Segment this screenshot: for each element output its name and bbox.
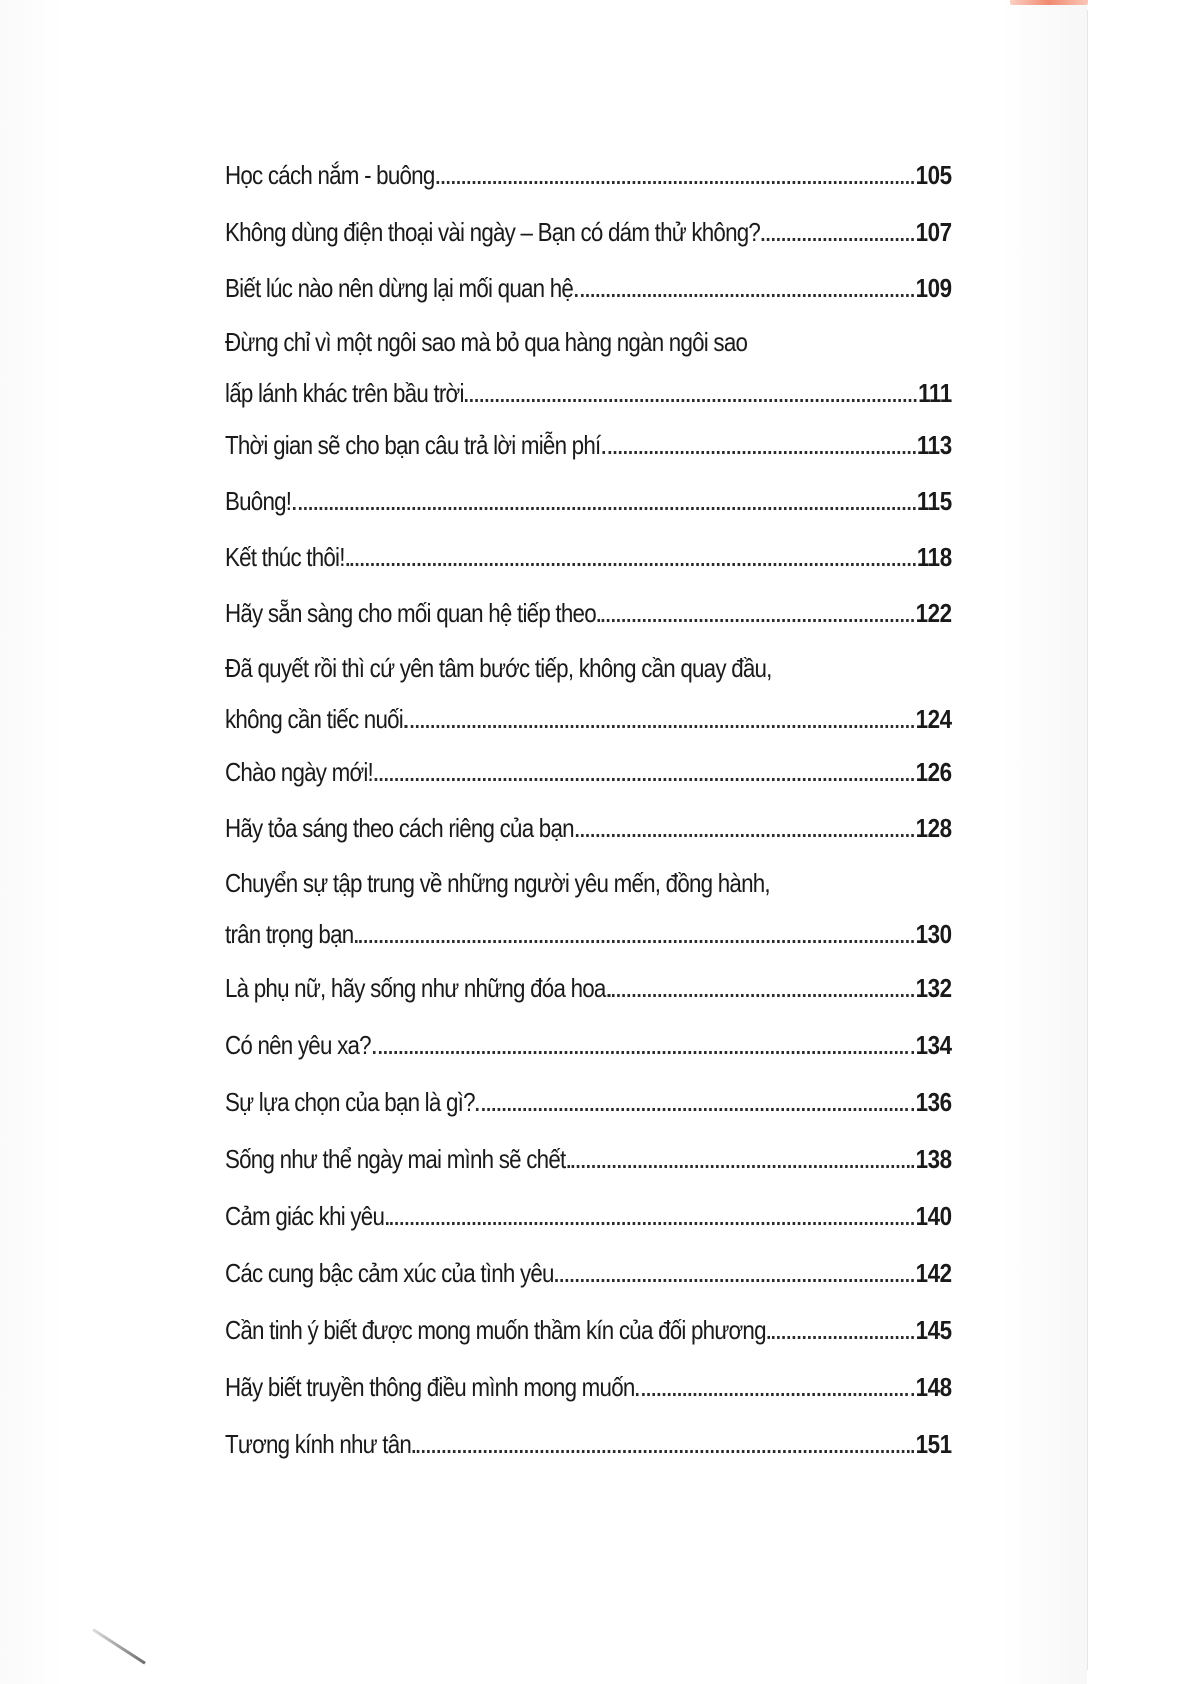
dot-leader (598, 619, 914, 622)
toc-entry (225, 1028, 952, 1062)
toc-entry-page: 134 (915, 1030, 952, 1060)
toc-entry-page: 122 (915, 598, 952, 628)
dot-leader (602, 451, 915, 454)
toc-entry-title: Hãy sẵn sàng cho mối quan hệ tiếp theo (225, 598, 596, 628)
toc-entry-title-cont: không cần tiếc nuối (225, 704, 403, 734)
toc-entry (225, 651, 952, 736)
toc-entry-page: 145 (915, 1315, 952, 1345)
dot-leader (436, 181, 914, 184)
toc-entry-page: 136 (915, 1087, 952, 1117)
page-edge (1087, 10, 1088, 1670)
dot-leader (375, 778, 914, 781)
toc-entry-title: Biết lúc nào nên dừng lại mối quan hệ (225, 273, 574, 303)
toc-entry-title: Chào ngày mới! (225, 757, 374, 787)
toc-entry-page: 115 (916, 486, 952, 516)
dot-leader (373, 1051, 914, 1054)
toc-entry (225, 484, 952, 518)
toc-entry-page: 148 (915, 1372, 952, 1402)
toc-entry-page: 140 (915, 1201, 952, 1231)
toc-entry-page: 118 (916, 542, 952, 572)
toc-entry-title-cont: trân trọng bạn (225, 919, 354, 949)
toc-entry (225, 596, 952, 630)
toc-entry-page: 107 (915, 217, 952, 247)
toc-entry-title: Chuyển sự tập trung về những người yêu mến, đồng hành, (225, 868, 770, 898)
dot-leader (555, 1279, 914, 1282)
toc-entry (225, 1142, 952, 1176)
dot-leader (386, 1222, 914, 1225)
dot-leader (762, 238, 914, 241)
toc-entry-page: 111 (918, 378, 952, 408)
toc-entry (225, 271, 952, 305)
toc-entry-page: 128 (915, 813, 952, 843)
dot-leader (607, 994, 914, 997)
dot-leader (293, 507, 915, 510)
toc-entry-title: Các cung bậc cảm xúc của tình yêu (225, 1258, 554, 1288)
toc-entry (225, 158, 952, 192)
toc-entry-title: Sự lựa chọn của bạn là gì? (225, 1087, 475, 1117)
toc-entry (225, 1313, 952, 1347)
toc-entry-page: 132 (915, 973, 952, 1003)
toc-entry-title: Cần tinh ý biết được mong muốn thầm kín của đối phương (225, 1315, 766, 1345)
toc-entry (225, 428, 952, 462)
toc-entry (225, 1370, 952, 1404)
dot-leader (575, 294, 914, 297)
dot-leader (567, 1165, 914, 1168)
dot-leader (346, 563, 915, 566)
toc-entry-title: Hãy tỏa sáng theo cách riêng của bạn (225, 813, 574, 843)
toc-entry (225, 811, 952, 845)
toc-entry-title: Kết thúc thôi! (225, 542, 345, 572)
toc-entry-title: Là phụ nữ, hãy sống như những đóa hoa (225, 973, 606, 1003)
toc-entry-title: Cảm giác khi yêu (225, 1201, 385, 1231)
toc-entry-page: 113 (916, 430, 952, 460)
toc-entry-title: Tương kính như tân (225, 1429, 412, 1459)
toc-entry (225, 971, 952, 1005)
toc-entry (225, 325, 952, 410)
dot-leader (576, 834, 914, 837)
toc-entry-title: Thời gian sẽ cho bạn câu trả lời miễn phí (225, 430, 601, 460)
toc-entry (225, 1256, 952, 1290)
toc-entry-page: 109 (915, 273, 952, 303)
toc-entry-title: Buông! (225, 486, 292, 516)
toc-entry-title: Sống như thể ngày mai mình sẽ chết (225, 1144, 566, 1174)
toc-entry-title: Đã quyết rồi thì cứ yên tâm bước tiếp, không cần quay đầu, (225, 653, 772, 683)
dot-leader (413, 1450, 914, 1453)
toc-entry-page: 126 (915, 757, 952, 787)
toc-entry (225, 1199, 952, 1233)
toc-entry-title: Không dùng điện thoại vài ngày – Bạn có dám thử không? (225, 217, 761, 247)
dot-leader (465, 399, 916, 402)
cover-edge-sliver (1010, 0, 1088, 5)
toc-entry (225, 1427, 952, 1461)
toc-entry-title-cont: lấp lánh khác trên bầu trời (225, 378, 464, 408)
toc-entry (225, 1085, 952, 1119)
toc-entry-title: Có nên yêu xa? (225, 1030, 371, 1060)
dot-leader (476, 1108, 913, 1111)
dot-leader (636, 1393, 914, 1396)
toc-entry-title: Đừng chỉ vì một ngôi sao mà bỏ qua hàng ngàn ngôi sao (225, 327, 748, 357)
toc-entry (225, 540, 952, 574)
toc-entry (225, 215, 952, 249)
dot-leader (405, 725, 914, 728)
toc-entry (225, 866, 952, 951)
toc-entry-page: 142 (915, 1258, 952, 1288)
dot-leader (355, 940, 914, 943)
toc-entry-title: Học cách nắm - buông (225, 160, 435, 190)
toc-entry-page: 105 (915, 160, 952, 190)
toc-entry-page: 151 (915, 1429, 952, 1459)
toc-entry (225, 755, 952, 789)
toc-entry-page: 130 (915, 919, 952, 949)
toc-entry-page: 138 (915, 1144, 952, 1174)
toc-entry-page: 124 (915, 704, 952, 734)
toc-entry-title: Hãy biết truyền thông điều mình mong muốn (225, 1372, 635, 1402)
dot-leader (767, 1336, 913, 1339)
